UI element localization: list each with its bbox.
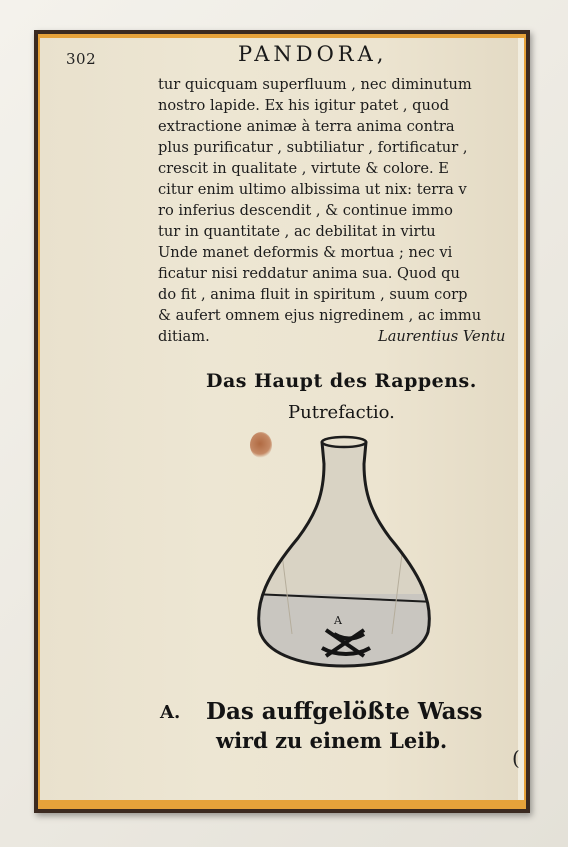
caption-letter: A. [160,702,181,723]
book-page [40,38,524,800]
text-line: tur in quantitate , ac debilitat in virtu [158,223,436,240]
page-number: 302 [66,50,97,68]
latin-body-text [158,74,524,347]
text-line: nostro lapide. Ex his igitur patet , quod [158,97,450,114]
text-line: crescit in qualitate , virtute & colore. E [158,160,449,177]
text-line-end: ditiam. [158,328,210,345]
text-line: do fit , anima fluit in spiritum , suum corp [158,286,468,303]
text-line-last [158,326,524,347]
section-title: Das Haupt des Rappens. [206,370,477,392]
attribution: Laurentius Ventu [378,328,506,345]
text-line: ficatur nisi reddatur anima sua. Quod qu [158,265,460,282]
corner-mark: ( [512,746,520,770]
caption-line-2: wird zu einem Leib. [216,728,448,753]
caption-line-1: Das auffgelößte Wass [206,698,483,725]
alchemical-flask-icon [252,434,436,670]
flask-label: A [334,614,342,627]
text-line: citur enim ultimo albissima ut nix: terra v [158,181,467,198]
text-line: plus purificatur , subtiliatur , fortificatur , [158,139,468,156]
text-line: Unde manet deformis & mortua ; nec vi [158,244,453,261]
text-line: ro inferius descendit , & continue immo [158,202,453,219]
section-subtitle: Putrefactio. [288,402,395,423]
text-line: tur quicquam superfluum , nec diminutum [158,76,472,93]
text-line: extractione animæ à terra anima contra [158,118,455,135]
text-line: & aufert omnem ejus nigredinem , ac immu [158,307,482,324]
running-head: PANDORA, [238,42,388,66]
